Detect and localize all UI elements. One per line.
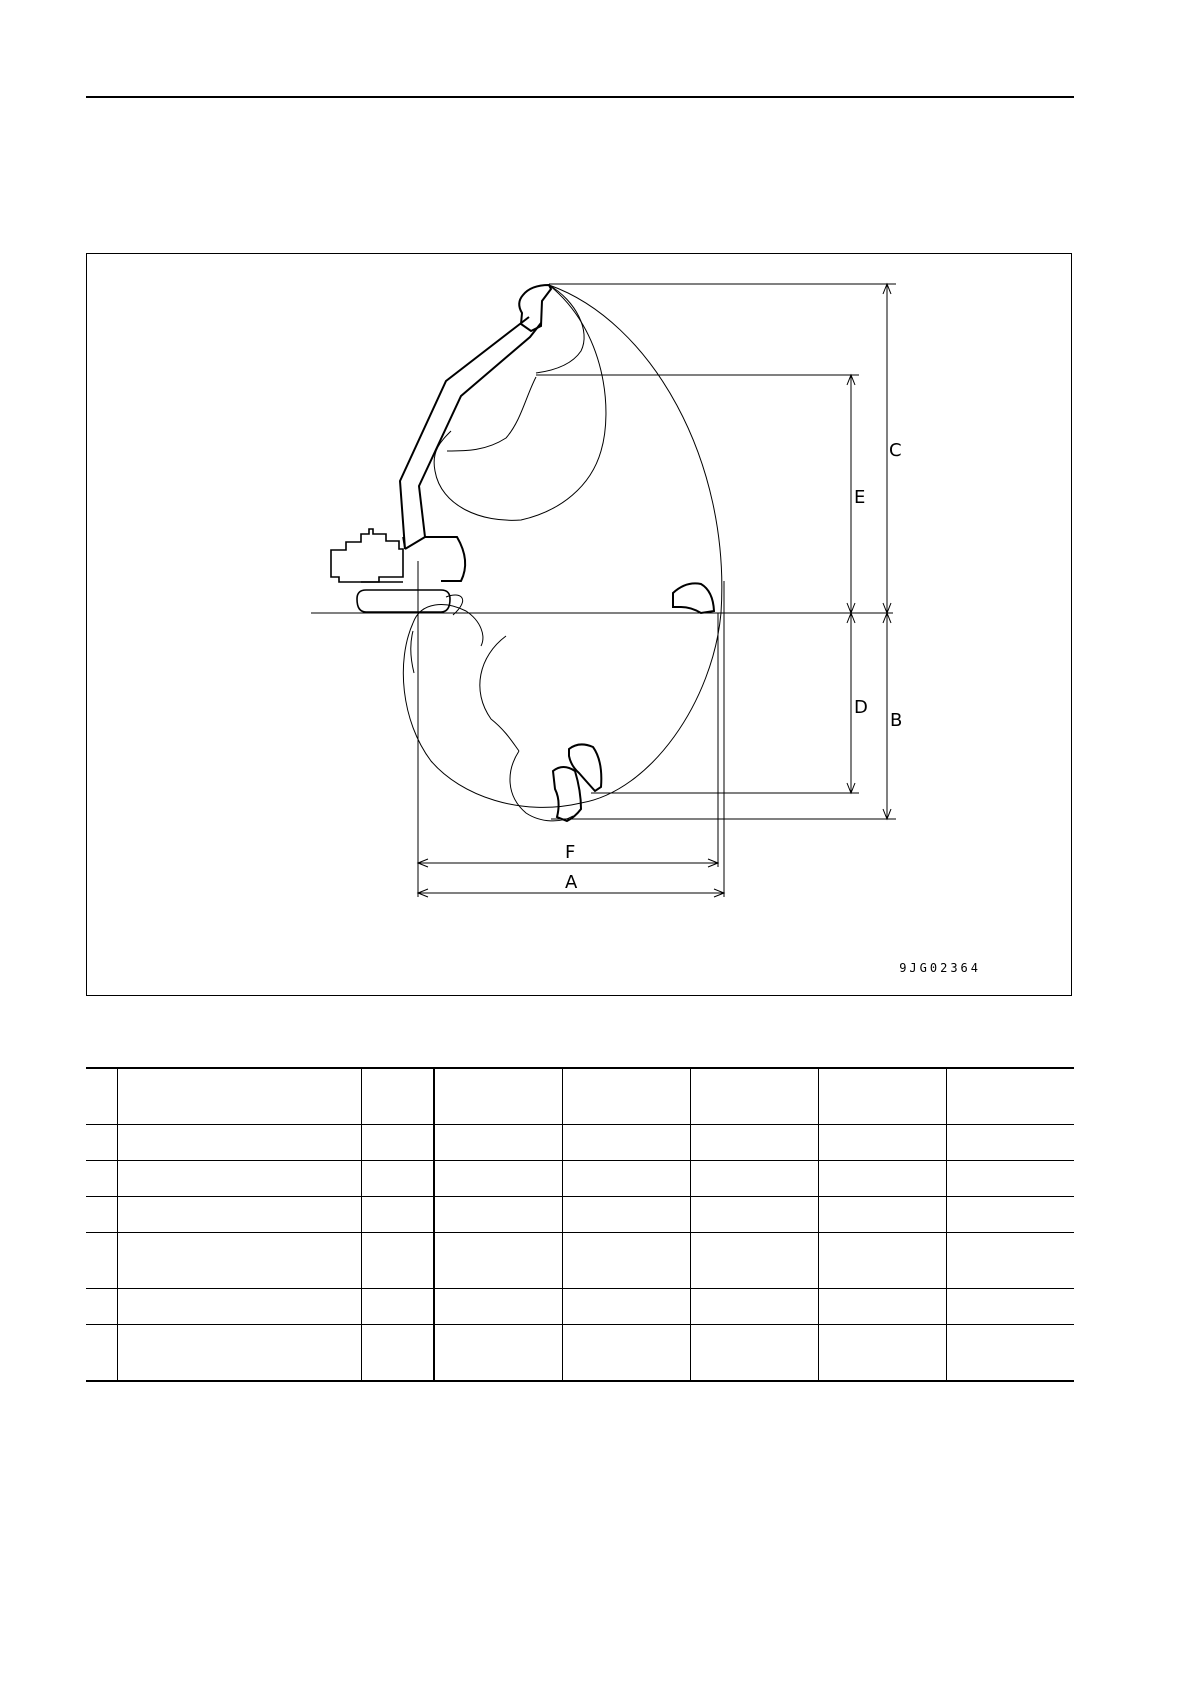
- table-cell: [946, 1233, 1074, 1289]
- table-row: [86, 1233, 1074, 1289]
- table-cell: [361, 1325, 434, 1381]
- table-cell: [361, 1197, 434, 1233]
- table-cell: [690, 1325, 818, 1381]
- table-header-cell: [361, 1068, 434, 1125]
- dimension-f-label: F: [565, 842, 576, 863]
- table-cell: [117, 1325, 361, 1381]
- table-cell: [434, 1289, 562, 1325]
- table-cell: [117, 1289, 361, 1325]
- table-cell: [946, 1161, 1074, 1197]
- table-cell: [86, 1289, 117, 1325]
- table-cell: [818, 1125, 946, 1161]
- table-header-cell: [86, 1068, 117, 1125]
- bucket-ground: [673, 583, 714, 613]
- table-row: [86, 1161, 1074, 1197]
- table-cell: [818, 1161, 946, 1197]
- table-cell: [690, 1125, 818, 1161]
- bucket-top: [519, 285, 551, 331]
- table-header-cell: [690, 1068, 818, 1125]
- table-row: [86, 1325, 1074, 1381]
- table-cell: [818, 1233, 946, 1289]
- table-cell: [86, 1161, 117, 1197]
- table-cell: [361, 1233, 434, 1289]
- table-header-cell: [562, 1068, 690, 1125]
- table-cell: [690, 1233, 818, 1289]
- table-cell: [690, 1197, 818, 1233]
- table-cell: [946, 1197, 1074, 1233]
- bucket-depth-2: [553, 767, 581, 821]
- table-cell: [117, 1233, 361, 1289]
- table-header-cell: [117, 1068, 361, 1125]
- excavator-body: [331, 529, 450, 612]
- boom-and-arm: [400, 317, 541, 581]
- figure-code: 9JG02364: [899, 961, 981, 975]
- table-cell: [562, 1125, 690, 1161]
- table-cell: [690, 1289, 818, 1325]
- table-cell: [117, 1197, 361, 1233]
- bucket-depth-1: [569, 744, 601, 791]
- table-cell: [818, 1325, 946, 1381]
- working-range-figure: [86, 253, 1072, 996]
- table-row: [86, 1197, 1074, 1233]
- table-cell: [562, 1289, 690, 1325]
- table-cell: [434, 1125, 562, 1161]
- table-cell: [690, 1161, 818, 1197]
- table-header-cell: [946, 1068, 1074, 1125]
- table-cell: [361, 1161, 434, 1197]
- table-cell: [86, 1197, 117, 1233]
- table-cell: [818, 1197, 946, 1233]
- table-cell: [562, 1325, 690, 1381]
- table-cell: [946, 1125, 1074, 1161]
- table-row: [86, 1289, 1074, 1325]
- table-cell: [562, 1161, 690, 1197]
- working-range-diagram: [87, 254, 1071, 995]
- table-cell: [562, 1197, 690, 1233]
- table-cell: [434, 1325, 562, 1381]
- table-cell: [562, 1233, 690, 1289]
- table-cell: [946, 1325, 1074, 1381]
- table-cell: [86, 1325, 117, 1381]
- table-cell: [117, 1161, 361, 1197]
- table-cell: [117, 1125, 361, 1161]
- spec-table: [86, 1067, 1074, 1382]
- table-cell: [434, 1161, 562, 1197]
- dimension-b-label: B: [890, 710, 903, 731]
- dimension-d-label: D: [854, 697, 868, 718]
- header-rule: [86, 96, 1074, 98]
- table-header-cell: [818, 1068, 946, 1125]
- table-row: [86, 1125, 1074, 1161]
- reach-arcs: [403, 285, 722, 821]
- table-cell: [434, 1197, 562, 1233]
- table-cell: [946, 1289, 1074, 1325]
- table-header-row: [86, 1068, 1074, 1125]
- table-header-cell: [434, 1068, 562, 1125]
- dimension-a-label: A: [565, 872, 578, 893]
- dimension-e-label: E: [854, 487, 866, 508]
- table-cell: [818, 1289, 946, 1325]
- table-cell: [361, 1125, 434, 1161]
- dimension-c-label: C: [889, 440, 902, 461]
- table-cell: [434, 1233, 562, 1289]
- table-cell: [86, 1233, 117, 1289]
- table-cell: [361, 1289, 434, 1325]
- table-cell: [86, 1125, 117, 1161]
